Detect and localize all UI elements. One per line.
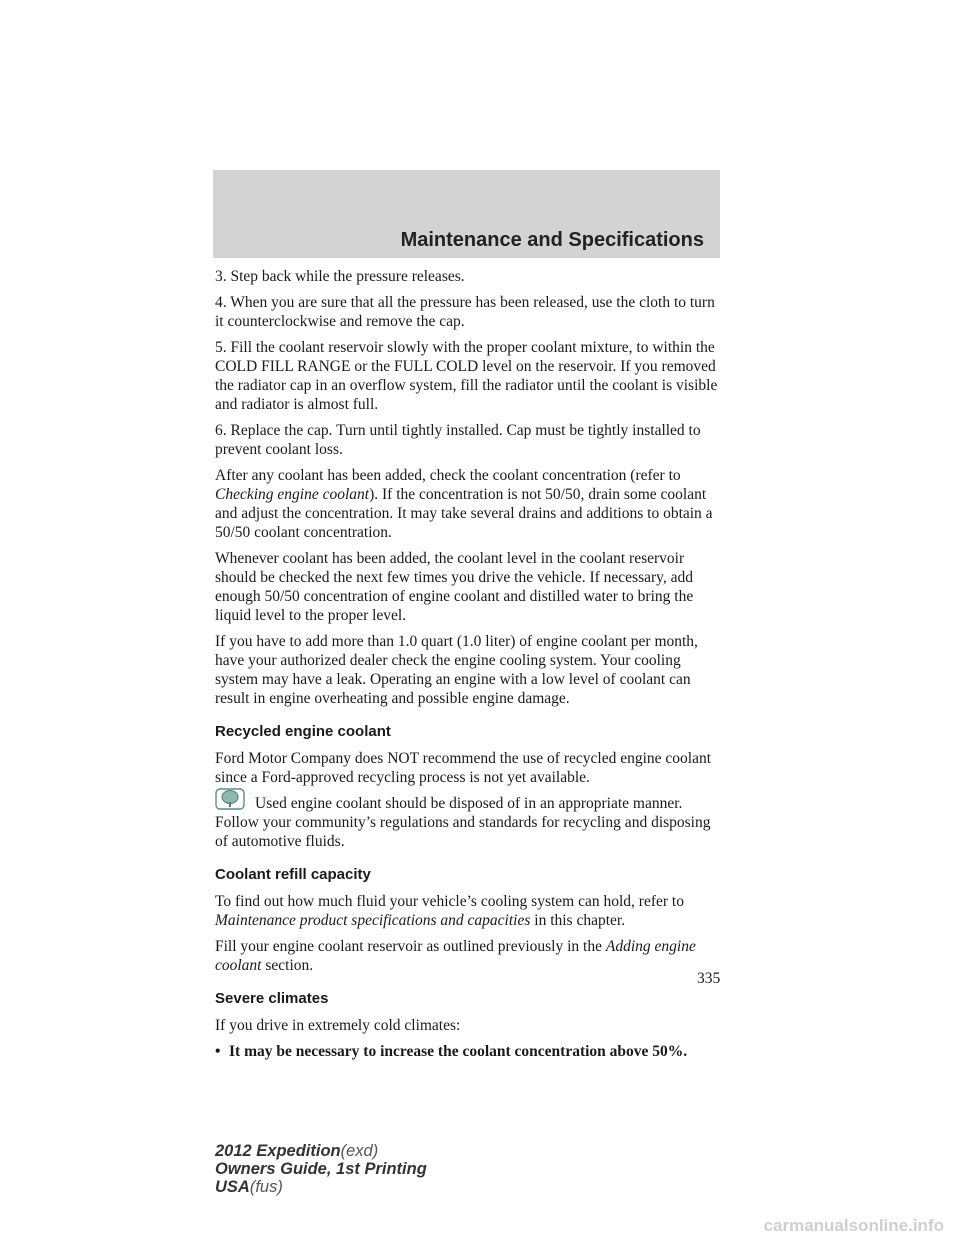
refill2-text-a: Fill your engine coolant reservoir as outlined previously in the: [215, 938, 602, 955]
refill2-text-b: section.: [265, 957, 314, 974]
watermark: carmanualsonline.info: [763, 1216, 944, 1235]
footer-market-code: (fus): [249, 1178, 283, 1196]
section-title: Maintenance and Specifications: [400, 229, 704, 251]
environment-note-text: Used engine coolant should be disposed of in an appropriate manner. Follow your community’s regulations and standards for recycling and disposing of automotive fluids.: [215, 795, 711, 850]
adding-coolant-reference: Adding engine coolant: [215, 938, 696, 974]
checking-coolant-reference: Checking engine coolant: [215, 486, 370, 503]
severe-intro: If you drive in extremely cold climates:: [215, 1017, 461, 1034]
page-number: 335: [697, 970, 721, 987]
page-content: [215, 267, 725, 1061]
concentration-text-b: ). If the concentration is not 50/50, drain some coolant and adjust the concentration. It may take several drains and additions to obtain a 50/50 coolant concentration.: [215, 486, 713, 541]
leak-warning-paragraph: If you have to add more than 1.0 quart (1.0 liter) of engine coolant per month, have your authorized dealer check the engine cooling system. Your cooling system may have a leak. Operating an engine with a low level of coolant can result in engine overheating and possible engine damage.: [215, 633, 698, 707]
footer-imprint: [215, 1142, 427, 1196]
refill-text-a: To find out how much fluid your vehicle’s cooling system can hold, refer to: [215, 893, 684, 910]
coolant-level-paragraph: Whenever coolant has been added, the coolant level in the coolant reservoir should be checked the next few times you drive the vehicle. If necessary, add enough 50/50 concentration of engine coolant and distilled water to bring the liquid level to the proper level.: [215, 550, 694, 624]
step-5-paragraph: 5. Fill the coolant reservoir slowly with the proper coolant mixture, to within the COLD FILL RANGE or the FULL COLD level on the reservoir. If you removed the radiator cap in an overflow system, fill the radiator until the coolant is visible and radiator is almost full.: [215, 339, 718, 413]
step-4-paragraph: 4. When you are sure that all the pressure has been released, use the cloth to turn it counterclockwise and remove the cap.: [215, 294, 715, 330]
refill-heading: Coolant refill capacity: [215, 866, 371, 883]
refill-text-b: in this chapter.: [534, 912, 626, 929]
refill-body-2: [215, 937, 725, 975]
footer-model: 2012 Expedition: [215, 1142, 341, 1160]
step-3-paragraph: 3. Step back while the pressure releases.: [215, 268, 465, 285]
concentration-paragraph: [215, 466, 725, 542]
bullet-icon: •: [215, 1043, 221, 1060]
environment-note: [215, 794, 725, 851]
step-6-paragraph: 6. Replace the cap. Turn until tightly installed. Cap must be tightly installed to prevent coolant loss.: [215, 422, 701, 458]
bullet-text: It may be necessary to increase the coolant concentration above 50%.: [229, 1043, 688, 1060]
recycled-body: Ford Motor Company does NOT recommend the use of recycled engine coolant since a Ford-approved recycling process is not yet available.: [215, 750, 712, 786]
recycled-heading: Recycled engine coolant: [215, 723, 391, 740]
tree-icon: [215, 788, 245, 810]
severe-heading: Severe climates: [215, 990, 329, 1007]
concentration-text-a: After any coolant has been added, check the coolant concentration (refer to: [215, 467, 681, 484]
refill-body: [215, 892, 725, 930]
section-header-band: [213, 170, 720, 258]
footer-guide: Owners Guide, 1st Printing: [215, 1160, 427, 1178]
capacities-reference: Maintenance product specifications and capacities: [215, 912, 531, 929]
footer-market: USA: [215, 1178, 250, 1196]
footer-model-code: (exd): [340, 1142, 379, 1160]
bullet-item: [215, 1042, 725, 1061]
